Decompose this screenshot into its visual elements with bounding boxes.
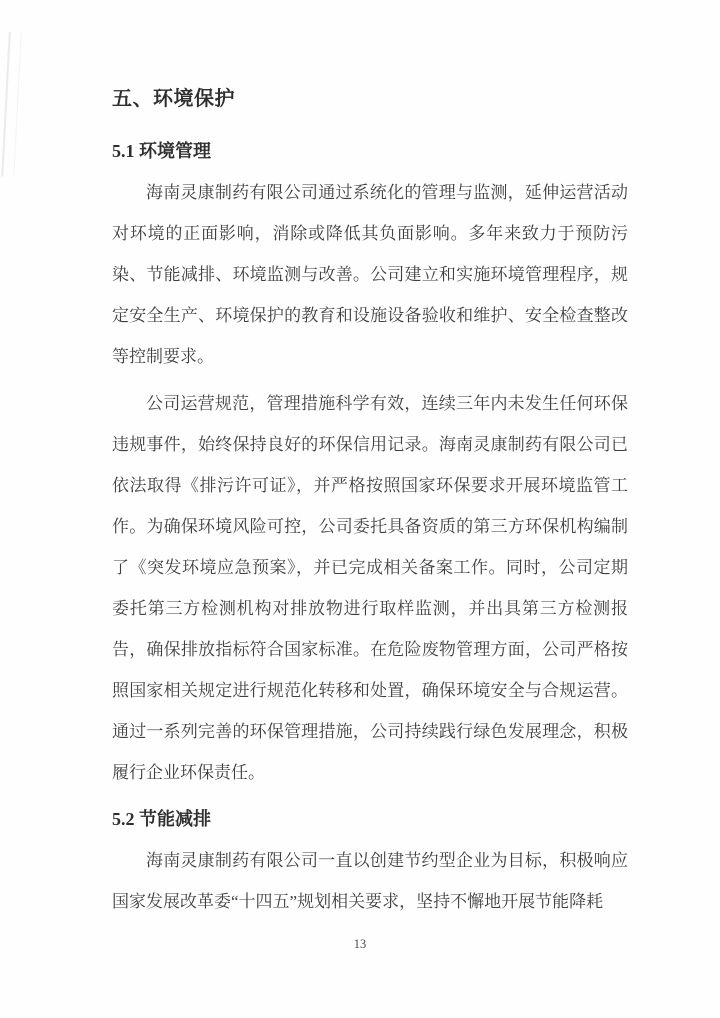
page-number: 13	[353, 937, 367, 951]
section-heading-5-1: 5.1 环境管理	[112, 141, 211, 161]
chapter-title: 五、环境保护	[112, 88, 235, 110]
paragraph-environment-management-2: 公司运营规范，管理措施科学有效，连续三年内未发生任何环保违规事件，始终保持良好的环保信用记录。海南灵康制药有限公司已依法取得《排污许可证》，并严格按照国家环保要求开展环境监管工作。为确保环境风险可控，公司委托具备资质的第三方环保机构编制了《突发环境应急预案》，并已完成相关备案工作。同时，公司定期委托第三方检测机构对排放物进行取样监测，并出具第三方检测报告，确保排放指标符合国家标准。在危险废物管理方面，公司严格按照国家相关规定进行规范化转移和处置，确保环境安全与合规运营。通过一系列完善的环保管理措施，公司持续践行绿色发展理念，积极履行企业环保责任。	[112, 394, 628, 782]
paragraph-energy-saving-1: 海南灵康制药有限公司一直以创建节约型企业为目标，积极响应国家发展改革委“十四五”规划相关要求，坚持不懈地开展节能降耗	[112, 851, 628, 911]
section-heading-5-2: 5.2 节能减排	[112, 809, 211, 829]
paragraph-environment-management-1: 海南灵康制药有限公司通过系统化的管理与监测，延伸运营活动对环境的正面影响，消除或降低其负面影响。多年来致力于预防污染、节能减排、环境监测与改善。公司建立和实施环境管理程序，规定安全生产、环境保护的教育和设施设备验收和维护、安全检查整改等控制要求。	[112, 183, 628, 366]
scan-crease-artifact	[1, 32, 22, 177]
